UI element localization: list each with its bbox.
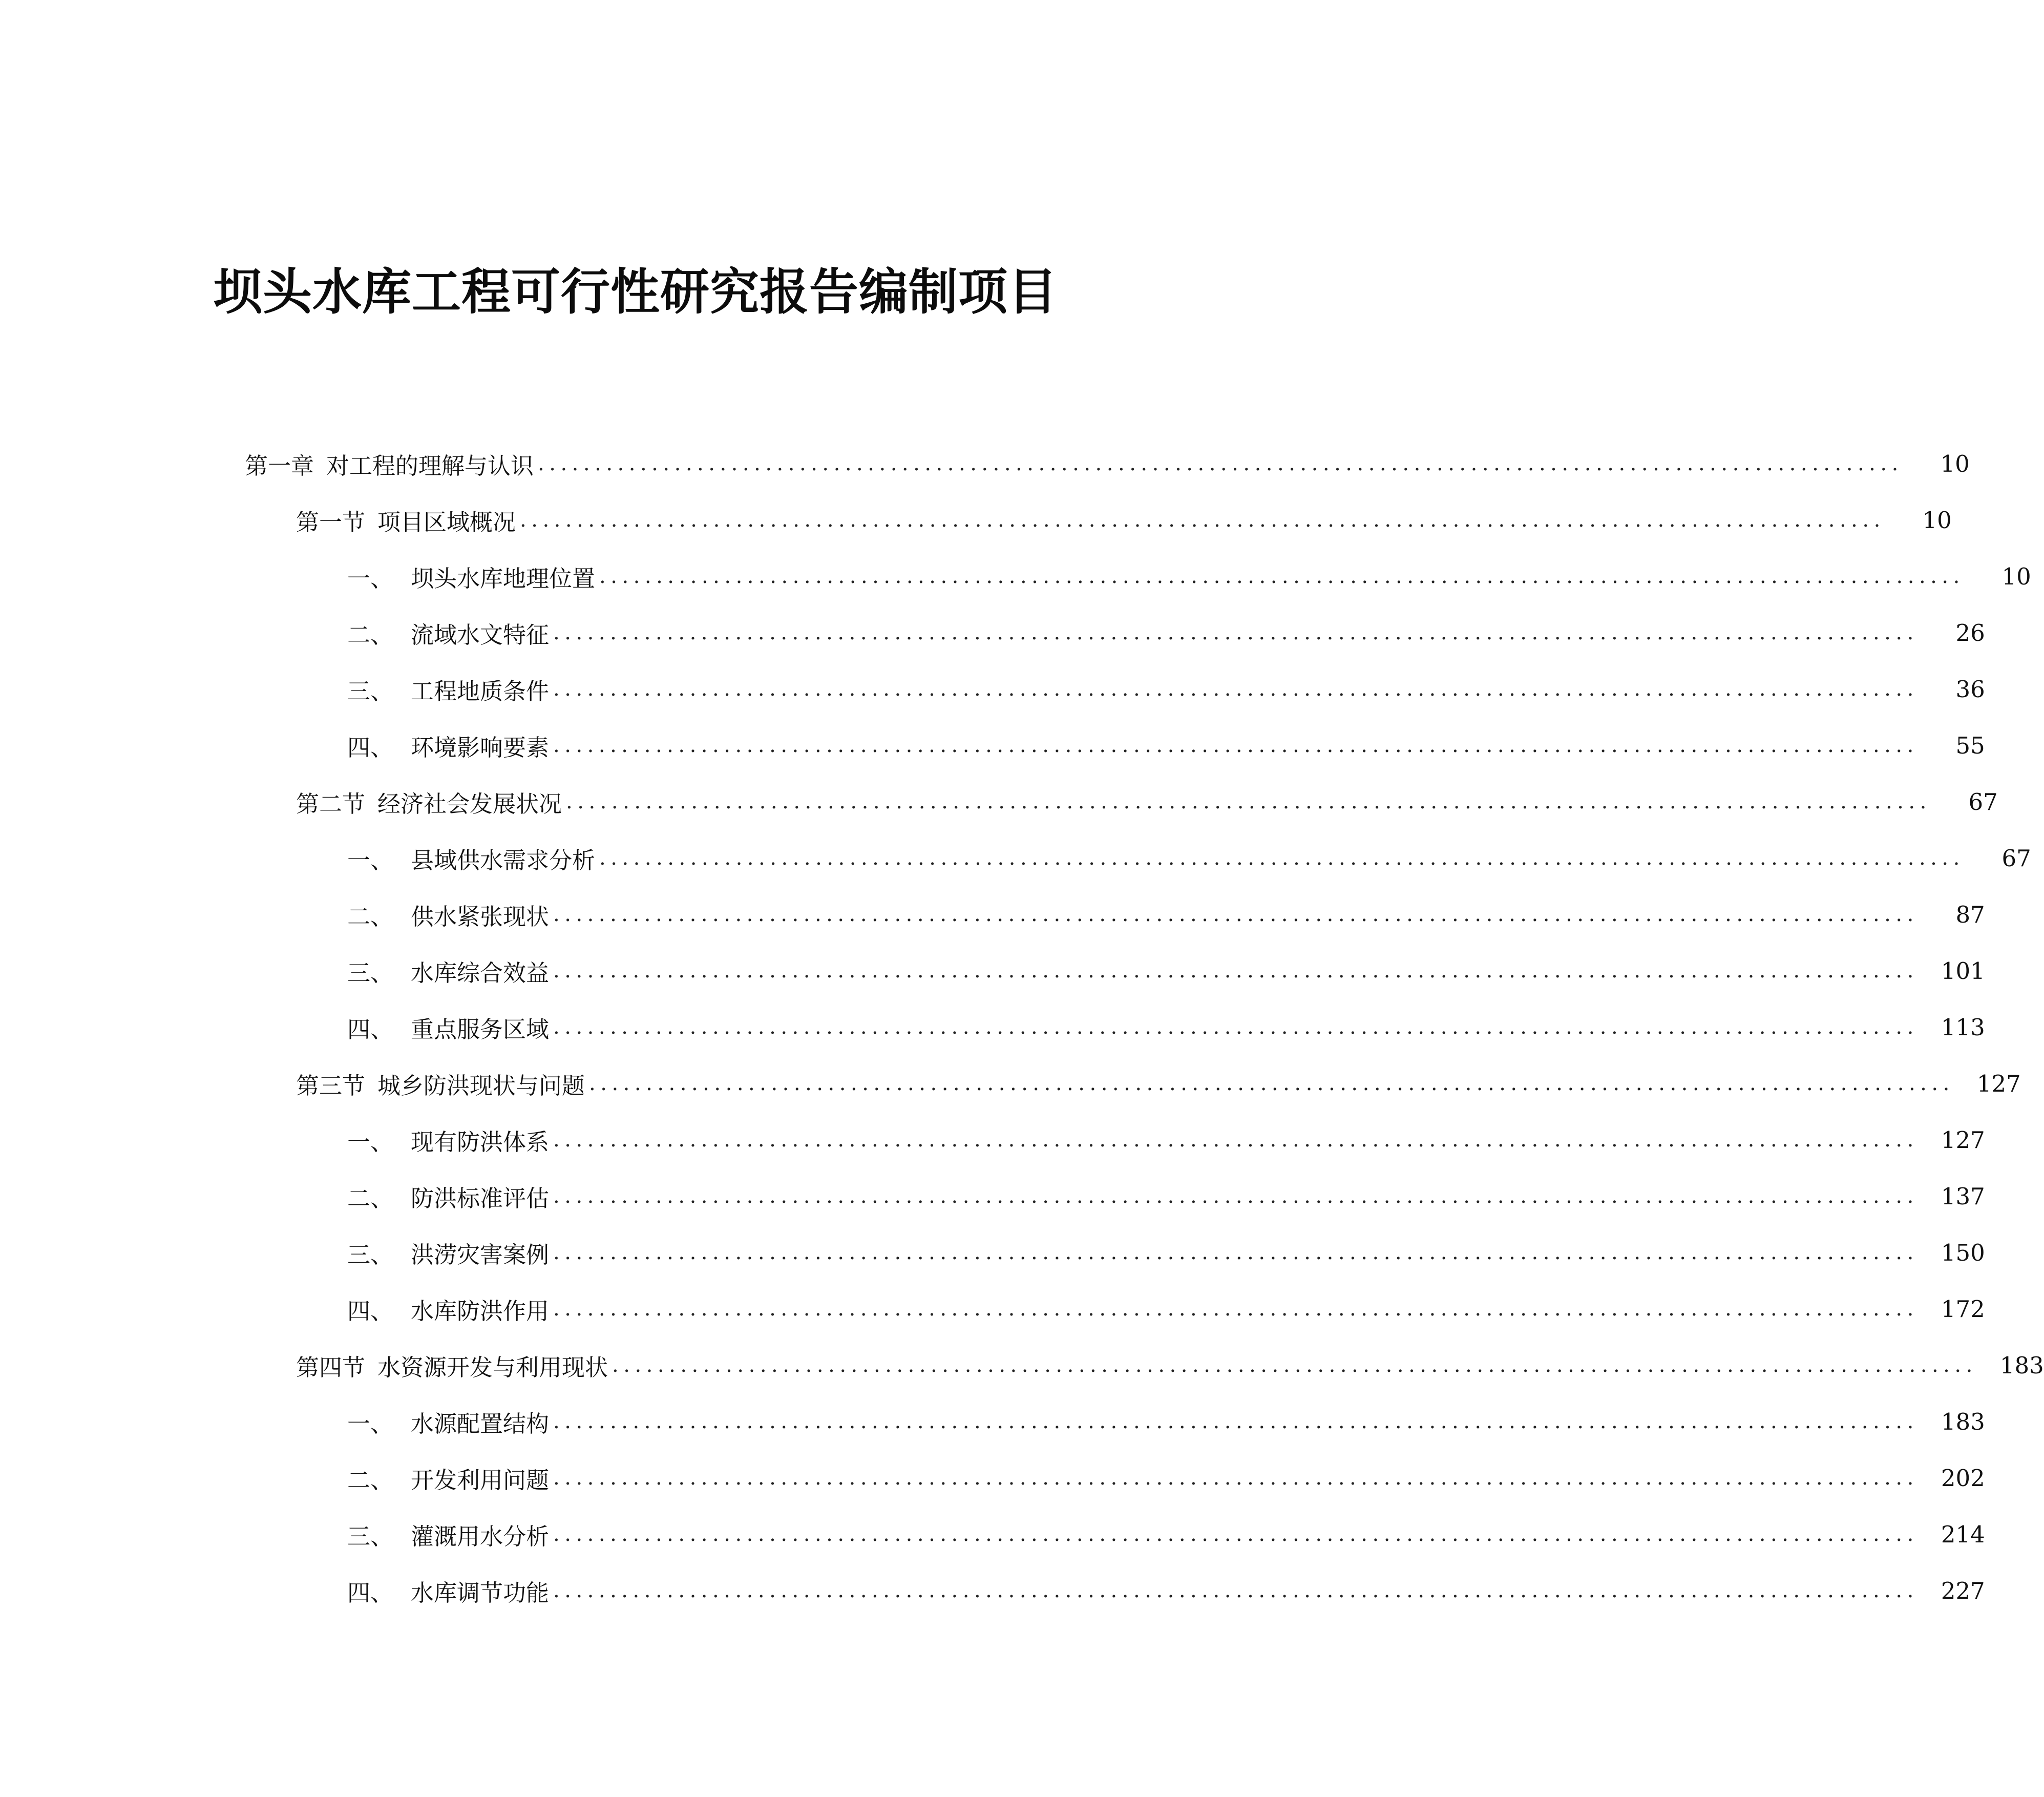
toc-entry[interactable] [0,999,1985,1055]
toc-dot-leader: ........................................................................................................................ [553,734,1919,757]
toc-entry[interactable] [0,435,1970,492]
toc-entry-label [245,447,534,480]
toc-entry-number: 第一节 [296,508,366,536]
toc-page-number: 227 [1941,1577,1985,1604]
toc-entry-text: 对工程的理解与认识 [326,452,534,479]
toc-entry-label [296,504,516,537]
toc-entry-text: 水库综合效益 [411,959,550,987]
toc-entry-text: 经济社会发展状况 [377,790,562,818]
toc-entry-text: 工程地质条件 [411,677,550,705]
toc-entry-number: 三、 [347,1241,394,1268]
toc-entry-text: 坝头水库地理位置 [411,565,596,592]
toc-page-number: 87 [1955,901,1985,928]
toc-page-number: 67 [2001,844,2031,872]
toc-entry-number: 三、 [347,959,394,987]
toc-entry-text: 流域水文特征 [411,621,550,649]
toc-page-number: 127 [1941,1126,1985,1154]
table-of-contents [0,435,2044,1619]
toc-entry-number: 三、 [347,677,394,705]
toc-entry-label [296,1349,608,1382]
toc-entry-text: 水库调节功能 [411,1579,550,1606]
toc-page-number: 137 [1941,1182,1985,1210]
toc-entry-text: 水库防洪作用 [411,1297,550,1325]
toc-dot-leader: ........................................................................................................................ [553,1241,1919,1264]
toc-entry[interactable] [0,943,1985,999]
toc-entry[interactable] [0,604,1985,661]
toc-entry-number: 二、 [347,903,394,930]
toc-page-number: 10 [1922,506,1952,534]
toc-entry[interactable] [0,886,1985,943]
toc-entry-label [347,1292,549,1326]
toc-entry[interactable] [0,1281,1985,1337]
toc-entry-text: 水资源开发与利用现状 [377,1353,608,1381]
toc-entry-label [347,729,549,762]
toc-entry-text: 城乡防洪现状与问题 [377,1072,585,1099]
toc-entry[interactable] [0,1337,2044,1393]
toc-entry-label [296,785,562,819]
toc-entry-number: 一、 [347,846,394,874]
toc-dot-leader: ........................................................................................................................ [566,790,1931,813]
toc-page-number: 214 [1941,1520,1985,1548]
toc-entry[interactable] [0,1055,2021,1112]
toc-entry-label [347,1518,549,1551]
toc-entry-number: 一、 [347,565,394,592]
toc-entry-number: 二、 [347,1184,394,1212]
toc-entry[interactable] [0,1450,1985,1506]
toc-dot-leader: ........................................................................................................................ [553,677,1919,701]
toc-entry-number: 三、 [347,1522,394,1550]
toc-page-number: 26 [1955,619,1985,646]
toc-entry[interactable] [0,548,2031,604]
toc-dot-leader: ........................................................................................................................ [553,1466,1919,1490]
toc-entry-label [347,1574,549,1607]
toc-page-number: 127 [1976,1070,2021,1097]
toc-page-number: 36 [1955,675,1985,703]
toc-entry-text: 洪涝灾害案例 [411,1241,550,1268]
toc-entry-label [347,1236,549,1269]
toc-entry-label [347,1123,549,1157]
toc-dot-leader: ........................................................................................................................ [599,565,1965,588]
toc-entry-number: 第一章 [245,452,314,479]
toc-entry-text: 县域供水需求分析 [411,846,596,874]
toc-entry-label [347,1180,549,1213]
toc-dot-leader: ........................................................................................................................ [553,1410,1919,1433]
toc-entry-text: 开发利用问题 [411,1466,550,1494]
toc-entry[interactable] [0,717,1985,774]
toc-entry-number: 二、 [347,621,394,649]
toc-page-number: 183 [1941,1408,1985,1435]
toc-dot-leader: ........................................................................................................................ [520,508,1885,532]
toc-entry[interactable] [0,661,1985,717]
toc-entry-number: 第三节 [296,1072,366,1099]
toc-entry-number: 四、 [347,1579,394,1606]
toc-page-number: 10 [1940,450,1970,477]
toc-entry[interactable] [0,1393,1985,1450]
toc-dot-leader: ........................................................................................................................ [553,1015,1919,1039]
toc-entry-label [296,1067,585,1100]
toc-page-number: 55 [1955,732,1985,759]
toc-entry-text: 项目区域概况 [377,508,516,536]
toc-dot-leader: ........................................................................................................................ [553,621,1919,644]
toc-page-number: 101 [1941,957,1985,985]
toc-entry-number: 第二节 [296,790,366,818]
toc-entry-label [347,954,549,988]
toc-entry-text: 灌溉用水分析 [411,1522,550,1550]
toc-entry-label [347,1011,549,1044]
toc-page-number: 10 [2001,562,2031,590]
toc-entry-label [347,1405,549,1438]
document-title: 坝头水库工程可行性研究报告编制项目 [213,263,1058,321]
toc-page-number: 67 [1968,788,1998,816]
toc-entry-label [347,673,549,706]
toc-entry[interactable] [0,1168,1985,1224]
toc-dot-leader: ........................................................................................................................ [553,903,1919,926]
toc-entry[interactable] [0,1112,1985,1168]
toc-dot-leader: ........................................................................................................................ [612,1353,1977,1377]
toc-entry[interactable] [0,1562,1985,1619]
toc-entry[interactable] [0,830,2031,886]
toc-entry-text: 重点服务区域 [411,1015,550,1043]
toc-dot-leader: ........................................................................................................................ [589,1072,1954,1095]
toc-dot-leader: ........................................................................................................................ [599,846,1965,870]
toc-entry-text: 供水紧张现状 [411,903,550,930]
toc-page-number: 202 [1941,1464,1985,1492]
toc-entry[interactable] [0,1224,1985,1281]
toc-dot-leader: ........................................................................................................................ [553,1522,1919,1546]
toc-entry-text: 环境影响要素 [411,734,550,761]
toc-page-number: 113 [1941,1013,1985,1041]
toc-entry[interactable] [0,492,1952,548]
toc-entry-label [347,842,595,875]
toc-entry-text: 现有防洪体系 [411,1128,550,1156]
toc-dot-leader: ........................................................................................................................ [553,1579,1919,1602]
toc-entry-label [347,1461,549,1495]
toc-entry-label [347,616,549,650]
toc-dot-leader: ........................................................................................................................ [538,452,1903,475]
toc-dot-leader: ........................................................................................................................ [553,1128,1919,1152]
toc-entry[interactable] [0,1506,1985,1562]
toc-page-number: 172 [1941,1295,1985,1323]
toc-dot-leader: ........................................................................................................................ [553,1297,1919,1321]
toc-entry-number: 一、 [347,1128,394,1156]
toc-entry-number: 第四节 [296,1353,366,1381]
toc-entry-text: 水源配置结构 [411,1410,550,1437]
toc-entry-label [347,560,595,593]
toc-entry-number: 二、 [347,1466,394,1494]
toc-entry-number: 一、 [347,1410,394,1437]
toc-entry-number: 四、 [347,1297,394,1325]
toc-dot-leader: ........................................................................................................................ [553,1184,1919,1208]
toc-entry[interactable] [0,774,1998,830]
toc-entry-label [347,898,549,931]
toc-page-number: 183 [1999,1351,2044,1379]
toc-dot-leader: ........................................................................................................................ [553,959,1919,983]
toc-page-number: 150 [1941,1239,1985,1266]
toc-entry-number: 四、 [347,1015,394,1043]
toc-entry-text: 防洪标准评估 [411,1184,550,1212]
toc-entry-number: 四、 [347,734,394,761]
